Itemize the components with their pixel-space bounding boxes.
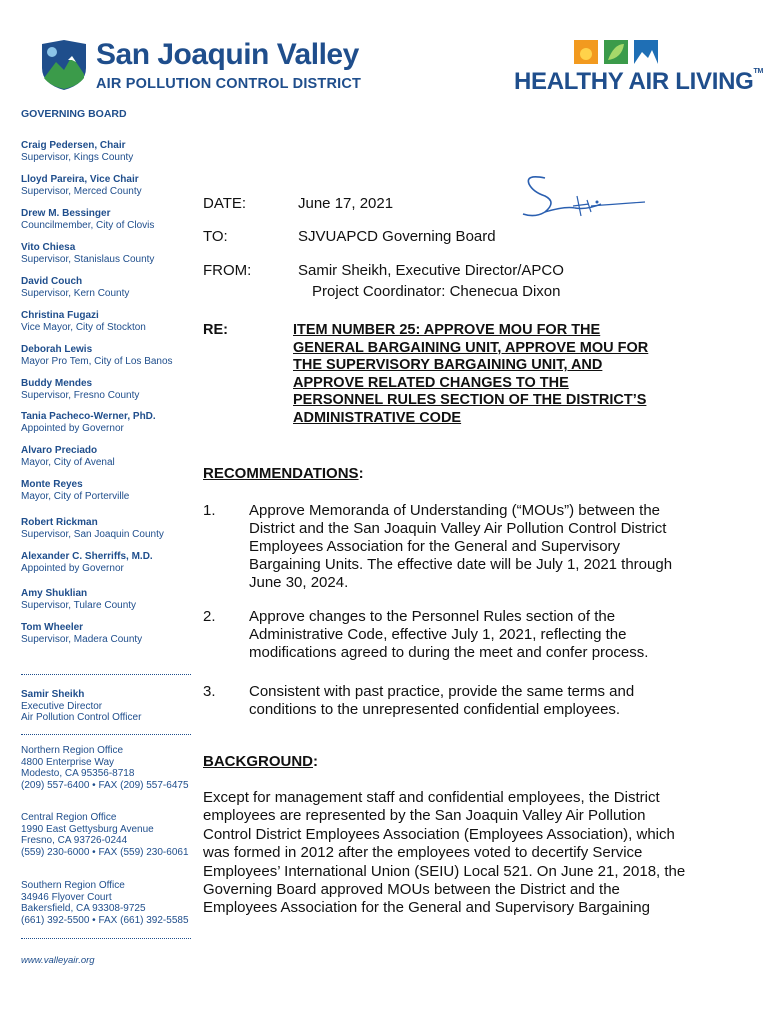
background-paragraph: Except for management staff and confidential employees, the District employees are represented by the San Joaquin Valley Air Pollution Control District Employees Association (Employees Association), which was formed in 2012 after the employees voted to decertify Service Employees’ International Union (SEIU) Local 521. On June 21, 2018, the Governing Board approved MOUs between the District and the Employees Association for the General and Supervisory Bargaining <box>203 789 686 917</box>
governing-board-heading: GOVERNING BOARD <box>21 108 127 120</box>
board-member: Monte Reyes Mayor, City of Porterville <box>21 479 130 502</box>
district-logo <box>38 38 362 98</box>
board-member: Amy Shuklian Supervisor, Tulare County <box>21 588 137 611</box>
recommendation-text: Approve changes to the Personnel Rules section of the Administrative Code, effective July 1, 2021, reflecting the modifications agreed to during the meet and confer process. <box>249 608 649 661</box>
recommendations-heading: RECOMMENDATIONS: <box>203 465 364 482</box>
recommendation-text: Approve Memoranda of Understanding (“MOUs”) between the District and the San Joaquin Valley Air Pollution Control District Employees Association for the General and Supervisory Bargaining Units. The effective date will be July 1, 2021 through June 30, 2024. <box>249 502 673 591</box>
recommendation-number: 2. <box>203 608 216 625</box>
logo-title: San Joaquin Valley <box>96 38 359 71</box>
website-link[interactable]: www.valleyair.org <box>21 955 95 966</box>
background-heading: BACKGROUND: <box>203 753 318 770</box>
board-member: Alexander C. Sherriffs, M.D. Appointed by Governor <box>21 551 153 574</box>
sun-leaf-mountain-icon <box>574 38 664 66</box>
board-member: David Couch Supervisor, Kern County <box>21 276 130 299</box>
board-member: Buddy Mendes Supervisor, Fresno County <box>21 378 140 401</box>
board-member: Tom Wheeler Supervisor, Madera County <box>21 622 143 645</box>
board-member: Vito Chiesa Supervisor, Stanislaus County <box>21 242 155 265</box>
board-member: Deborah Lewis Mayor Pro Tem, City of Los Banos <box>21 344 173 367</box>
from-value: Samir Sheikh, Executive Director/APCO <box>298 262 564 279</box>
divider <box>21 674 191 676</box>
mountain-logo-icon <box>38 38 90 92</box>
board-member: Alvaro Preciado Mayor, City of Avenal <box>21 445 115 468</box>
date-value: June 17, 2021 <box>298 195 394 212</box>
recommendation-text: Consistent with past practice, provide the same terms and conditions to the unrepresented confidential employees. <box>249 683 635 718</box>
office-block: Southern Region Office 34946 Flyover Court Bakersfield, CA 93308-9725 (661) 392-5500 • FAX (661) 392-5585 <box>21 880 189 926</box>
board-member: Christina Fugazi Vice Mayor, City of Stockton <box>21 310 146 333</box>
office-block: Northern Region Office 4800 Enterprise Way Modesto, CA 95356-8718 (209) 557-6400 • FAX (209) 557-6475 <box>21 745 189 791</box>
board-member: Tania Pacheco-Werner, PhD. Appointed by Governor <box>21 411 156 434</box>
board-member: Craig Pedersen, Chair Supervisor, Kings County <box>21 140 134 163</box>
board-member: Lloyd Pareira, Vice Chair Supervisor, Merced County <box>21 174 142 197</box>
recommendation-number: 3. <box>203 683 216 700</box>
recommendation-number: 1. <box>203 502 216 519</box>
re-label: RE: <box>203 322 228 338</box>
to-label: TO: <box>203 228 228 245</box>
healthy-air-living-logo <box>514 38 764 98</box>
to-value: SJVUAPCD Governing Board <box>298 228 496 245</box>
divider <box>21 734 191 736</box>
board-member: Drew M. Bessinger Councilmember, City of Clovis <box>21 208 155 231</box>
signature-image <box>505 166 655 226</box>
re-subject: ITEM NUMBER 25: APPROVE MOU FOR THE GENERAL BARGAINING UNIT, APPROVE MOU FOR THE SUPERVISORY BARGAINING UNIT, AND APPROVE RELATED CHANGES TO THE PERSONNEL RULES SECTION OF THE DISTRICT’S ADMINISTRATIVE CODE <box>293 322 649 426</box>
healthy-air-living-text: HEALTHY AIR LIVING™ <box>514 68 764 95</box>
divider <box>21 938 191 940</box>
from-label: FROM: <box>203 262 252 279</box>
date-label: DATE: <box>203 195 247 212</box>
board-member: Robert Rickman Supervisor, San Joaquin County <box>21 517 164 540</box>
from-value-coordinator: Project Coordinator: Chenecua Dixon <box>312 283 561 300</box>
logo-subtitle: AIR POLLUTION CONTROL DISTRICT <box>96 76 362 92</box>
executive-officer-block: Samir Sheikh Executive Director Air Pollution Control Officer <box>21 689 142 723</box>
office-block: Central Region Office 1990 East Gettysburg Avenue Fresno, CA 93726-0244 (559) 230-6000 • FAX (559) 230-6061 <box>21 812 189 858</box>
